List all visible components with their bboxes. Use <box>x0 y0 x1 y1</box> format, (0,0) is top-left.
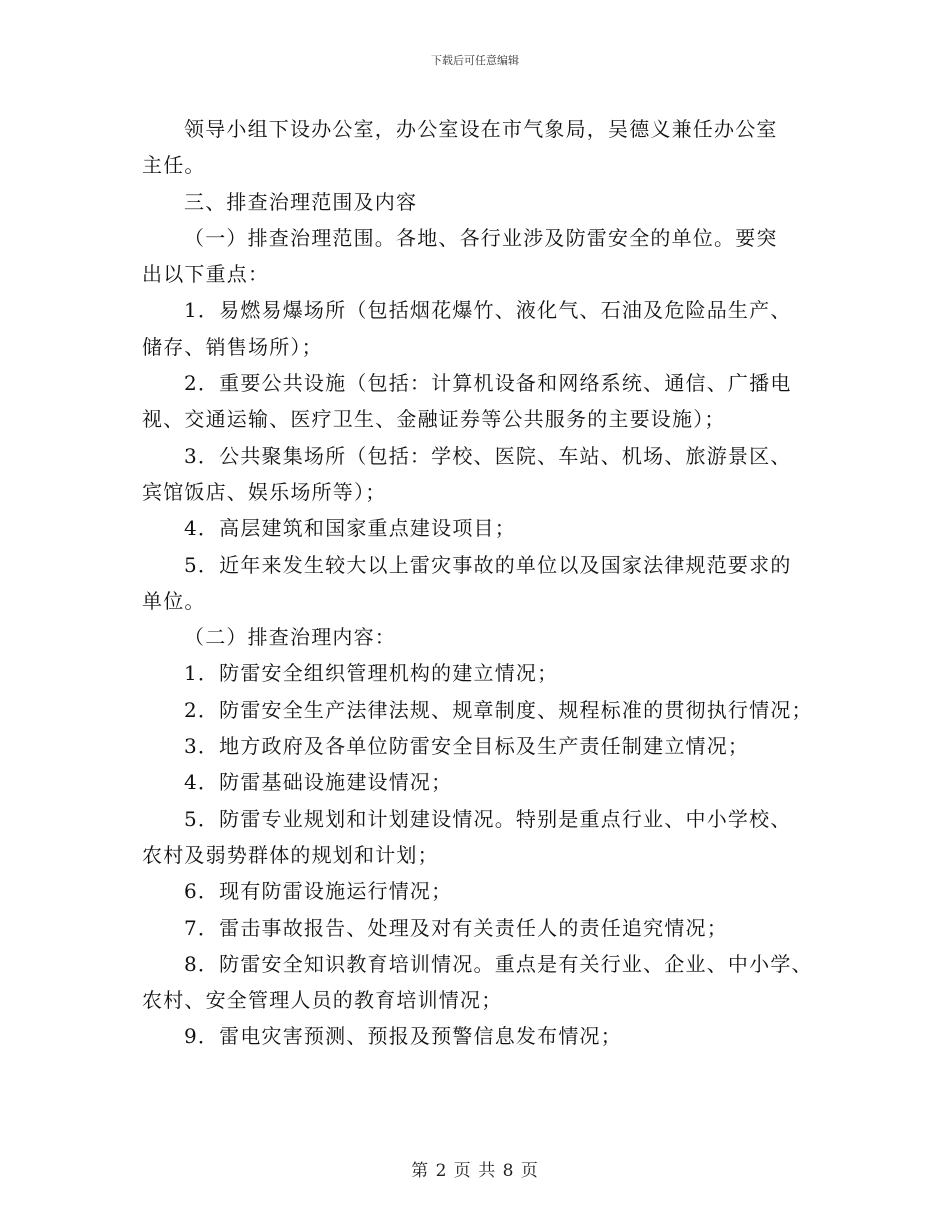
list-item-continuation: 农村及弱势群体的规划和计划； <box>142 842 439 867</box>
list-item: 4．高层建筑和国家重点建设项目； <box>184 516 516 541</box>
list-item: 5．近年来发生较大以上雷灾事故的单位以及国家法律规范要求的 <box>184 552 792 577</box>
list-item: 3．公共聚集场所（包括：学校、医院、车站、机场、旅游景区、 <box>184 443 792 468</box>
paragraph-line: 出以下重点： <box>142 262 270 287</box>
page-number: 第 2 页 共 8 页 <box>411 1161 539 1181</box>
subsection-heading: （二）排查治理内容： <box>184 625 396 650</box>
list-item: 8．防雷安全知识教育培训情况。重点是有关行业、企业、中小学、 <box>184 951 813 976</box>
paragraph-line: 领导小组下设办公室，办公室设在市气象局，吴德义兼任办公室 <box>184 117 778 141</box>
list-item: 6．现有防雷设施运行情况； <box>184 879 453 904</box>
list-item-continuation: 储存、销售场所）； <box>142 334 323 359</box>
list-item: 2．防雷安全生产法律法规、规章制度、规程标准的贯彻执行情况； <box>184 697 813 722</box>
list-item-continuation: 宾馆饭店、娱乐场所等）； <box>142 479 387 504</box>
document-body <box>142 111 832 1055</box>
list-item-continuation: 单位。 <box>142 588 206 613</box>
page-header-note: 下载后可任意编辑 <box>431 54 519 67</box>
list-item: 1．防雷安全组织管理机构的建立情况； <box>184 661 559 686</box>
list-item: 5．防雷专业规划和计划建设情况。特别是重点行业、中小学校、 <box>184 806 792 831</box>
list-item: 9．雷电灾害预测、预报及预警信息发布情况； <box>184 1024 622 1049</box>
list-item: 2．重要公共设施（包括：计算机设备和网络系统、通信、广播电 <box>184 371 792 396</box>
list-item-continuation: 农村、安全管理人员的教育培训情况； <box>142 988 503 1013</box>
list-item: 7．雷击事故报告、处理及对有关责任人的责任追究情况； <box>184 915 728 940</box>
subsection-heading: （一）排查治理范围。各地、各行业涉及防雷安全的单位。要突 <box>184 225 778 250</box>
list-item: 3．地方政府及各单位防雷安全目标及生产责任制建立情况； <box>184 734 750 759</box>
paragraph-line: 主任。 <box>142 153 206 178</box>
list-item: 1．易燃易爆场所（包括烟花爆竹、液化气、石油及危险品生产、 <box>184 298 792 323</box>
list-item: 4．防雷基础设施建设情况； <box>184 770 453 795</box>
list-item-continuation: 视、交通运输、医疗卫生、金融证券等公共服务的主要设施）； <box>142 407 726 432</box>
section-heading: 三、排查治理范围及内容 <box>184 189 418 214</box>
